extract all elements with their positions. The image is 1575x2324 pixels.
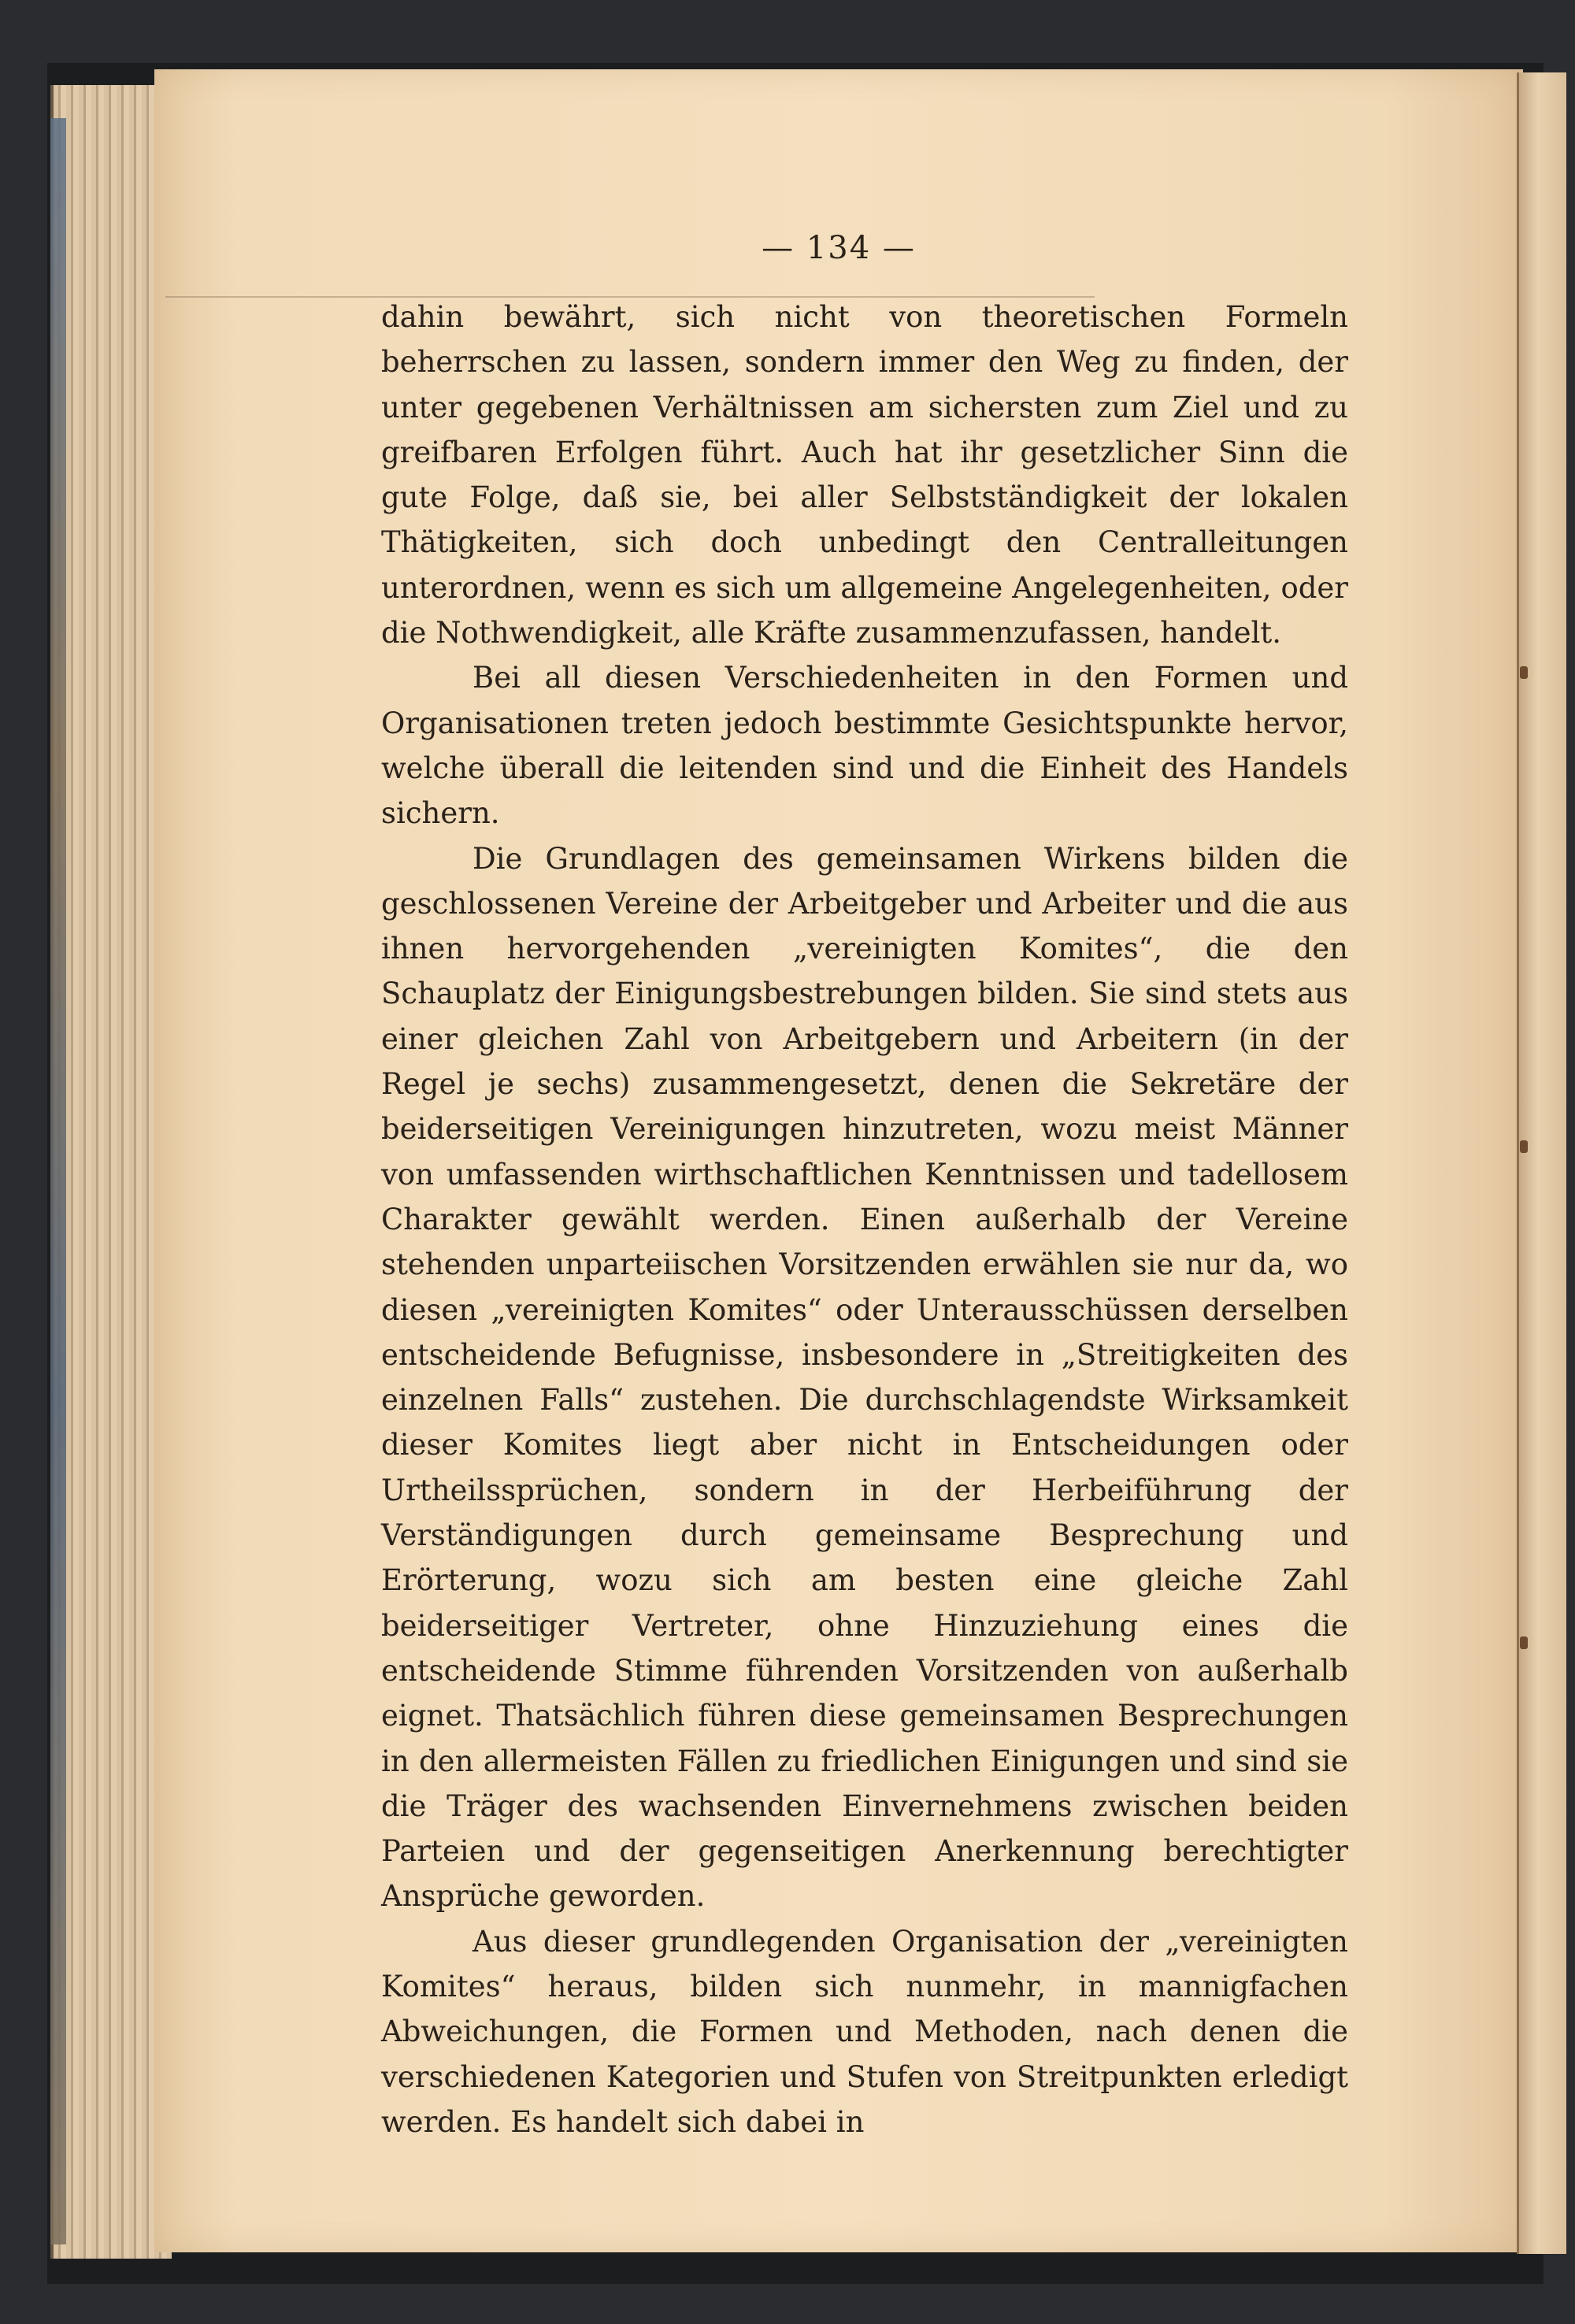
paragraph-4: Aus dieser grundlegenden Organisation der „vereinigten Komites“ heraus, bilden sich nunmehr, in mannigfachen Abweichungen, die Formen und Methoden, nach denen die verschiedenen Kategorien und Stufen von Streitpunkten erledigt werden. Es handelt sich dabei in [381, 1924, 1348, 2139]
body-text [381, 295, 1348, 2144]
page-edge-stack [50, 85, 172, 2259]
paragraph-1: dahin bewährt, sich nicht von theoretischen Formeln beherrschen zu lassen, sondern immer den Weg zu finden, der unter gegebenen Verhältnissen am sichersten zum Ziel und zu greifbaren Erfolgen führt. Auch hat ihr gesetzlicher Sinn die gute Folge, daß sie, bei aller Selbstständigkeit der lokalen Thätigkeiten, sich doch unbedingt den Centralleitungen unterordnen, wenn es sich um allgemeine Angelegenheiten, oder die Nothwendigkeit, alle Kräfte zusammenzufassen, handelt. [381, 300, 1348, 650]
edge-mark [1520, 1636, 1528, 1649]
paragraph-2: Bei all diesen Verschiedenheiten in den Formen und Organisationen treten jedoch bestimmte Gesichtspunkte hervor, welche überall die leitenden sind und die Einheit des Handels sichern. [381, 661, 1348, 831]
paragraph-3: Die Grundlagen des gemeinsamen Wirkens bilden die geschlossenen Vereine der Arbeitgeber und Arbeiter und die aus ihnen hervorgehenden „vereinigten Komites“, die den Schauplatz der Einigungsbestrebungen bilden. Sie sind stets aus einer gleichen Zahl von Arbeitgebern und Arbeitern (in der Regel je sechs) zusammengesetzt, denen die Sekretäre der beiderseitigen Vereinigungen hinzutreten, wozu meist Männer von umfassenden wirthschaftlichen Kenntnissen und tadellosem Charakter gewählt werden. Einen außerhalb der Vereine stehenden unparteiischen Vorsitzenden erwählen sie nur da, wo diesen „vereinigten Komites“ oder Unterausschüssen derselben entscheidende Befugnisse, insbesondere in „Streitigkeiten des einzelnen Falls“ zustehen. Die durchschlagendste Wirksamkeit dieser Komites liegt aber nicht in Entscheidungen oder Urtheilssprüchen, sondern in der Herbeiführung der Verständigungen durch gemeinsame Besprechung und Erörterung, wozu sich am besten eine gleiche Zahl beiderseitiger Vertreter, ohne Hinzuziehung eines die entscheidende Stimme führenden Vorsitzenden von außerhalb eignet. Thatsächlich führen diese gemeinsamen Besprechungen in den allermeisten Fällen zu friedlichen Einigungen und sind sie die Träger des wachsenden Einvernehmens zwischen beiden Parteien und der gegenseitigen Anerkennung berechtigter Ansprüche geworden. [381, 841, 1348, 1914]
spine-wear [50, 118, 66, 2244]
edge-mark [1520, 1140, 1528, 1153]
facing-page-edge [1517, 72, 1566, 2254]
page-number: — 134 — [762, 230, 916, 266]
edge-mark [1520, 666, 1528, 679]
